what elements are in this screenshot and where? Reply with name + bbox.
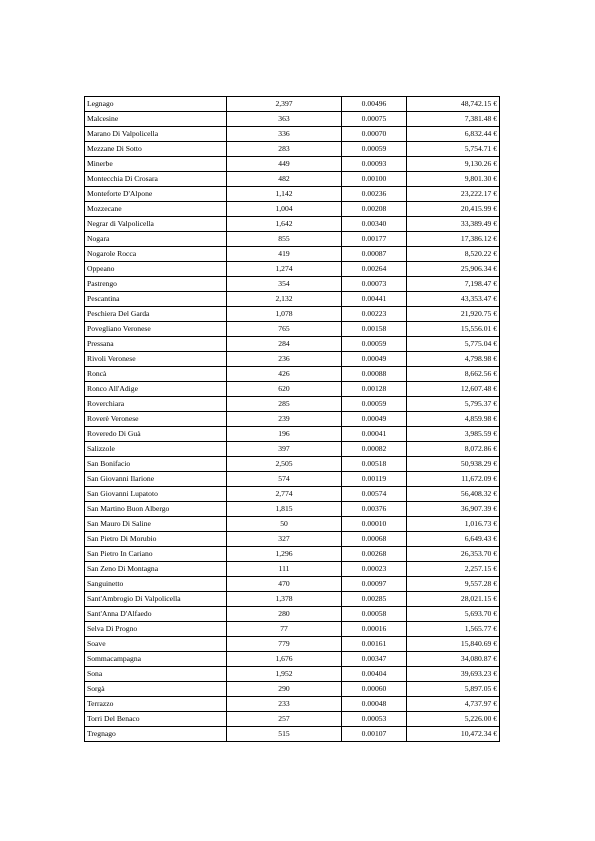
cell-importo: 48,742.15 €	[407, 97, 500, 112]
table-row	[85, 607, 500, 622]
table-row	[85, 202, 500, 217]
cell-comune: San Pietro In Cariano	[85, 547, 227, 562]
cell-comune: Peschiera Del Garda	[85, 307, 227, 322]
cell-comune: San Giovanni Ilarione	[85, 472, 227, 487]
cell-comune: Pescantina	[85, 292, 227, 307]
cell-coefficiente: 0.00016	[342, 622, 407, 637]
cell-popolazione: 280	[227, 607, 342, 622]
table-row	[85, 487, 500, 502]
cell-comune: Terrazzo	[85, 697, 227, 712]
table-row	[85, 172, 500, 187]
cell-coefficiente: 0.00340	[342, 217, 407, 232]
cell-popolazione: 111	[227, 562, 342, 577]
cell-importo: 5,775.04 €	[407, 337, 500, 352]
cell-coefficiente: 0.00059	[342, 337, 407, 352]
cell-importo: 5,226.00 €	[407, 712, 500, 727]
cell-importo: 2,257.15 €	[407, 562, 500, 577]
cell-coefficiente: 0.00236	[342, 187, 407, 202]
cell-coefficiente: 0.00107	[342, 727, 407, 742]
cell-importo: 5,795.37 €	[407, 397, 500, 412]
cell-importo: 4,859.98 €	[407, 412, 500, 427]
cell-popolazione: 2,132	[227, 292, 342, 307]
table-row	[85, 442, 500, 457]
cell-comune: Nogara	[85, 232, 227, 247]
cell-comune: San Giovanni Lupatoto	[85, 487, 227, 502]
cell-comune: Malcesine	[85, 112, 227, 127]
cell-coefficiente: 0.00223	[342, 307, 407, 322]
cell-comune: Mezzane Di Sotto	[85, 142, 227, 157]
table-row	[85, 562, 500, 577]
cell-popolazione: 196	[227, 427, 342, 442]
cell-comune: Pastrengo	[85, 277, 227, 292]
cell-popolazione: 1,815	[227, 502, 342, 517]
cell-popolazione: 2,505	[227, 457, 342, 472]
cell-coefficiente: 0.00161	[342, 637, 407, 652]
cell-coefficiente: 0.00073	[342, 277, 407, 292]
cell-importo: 4,798.98 €	[407, 352, 500, 367]
cell-popolazione: 336	[227, 127, 342, 142]
cell-comune: Negrar di Valpolicella	[85, 217, 227, 232]
cell-importo: 36,907.39 €	[407, 502, 500, 517]
cell-popolazione: 233	[227, 697, 342, 712]
cell-comune: Rivoli Veronese	[85, 352, 227, 367]
cell-importo: 7,198.47 €	[407, 277, 500, 292]
table-row	[85, 112, 500, 127]
cell-comune: Pressana	[85, 337, 227, 352]
cell-coefficiente: 0.00010	[342, 517, 407, 532]
table-row	[85, 247, 500, 262]
cell-importo: 5,897.05 €	[407, 682, 500, 697]
cell-importo: 6,649.43 €	[407, 532, 500, 547]
cell-importo: 9,130.26 €	[407, 157, 500, 172]
cell-importo: 26,353.70 €	[407, 547, 500, 562]
cell-comune: Sommacampagna	[85, 652, 227, 667]
table-row	[85, 532, 500, 547]
cell-comune: Sant'Anna D'Alfaedo	[85, 607, 227, 622]
cell-coefficiente: 0.00158	[342, 322, 407, 337]
table-row	[85, 277, 500, 292]
cell-coefficiente: 0.00088	[342, 367, 407, 382]
cell-coefficiente: 0.00060	[342, 682, 407, 697]
cell-comune: Mozzecane	[85, 202, 227, 217]
cell-popolazione: 620	[227, 382, 342, 397]
cell-popolazione: 285	[227, 397, 342, 412]
cell-coefficiente: 0.00058	[342, 607, 407, 622]
table-row	[85, 142, 500, 157]
table-row	[85, 712, 500, 727]
cell-popolazione: 515	[227, 727, 342, 742]
cell-importo: 23,222.17 €	[407, 187, 500, 202]
cell-importo: 5,754.71 €	[407, 142, 500, 157]
table-row	[85, 397, 500, 412]
cell-comune: Oppeano	[85, 262, 227, 277]
cell-coefficiente: 0.00264	[342, 262, 407, 277]
cell-importo: 20,415.99 €	[407, 202, 500, 217]
cell-popolazione: 449	[227, 157, 342, 172]
table-row	[85, 622, 500, 637]
cell-coefficiente: 0.00075	[342, 112, 407, 127]
table-row	[85, 382, 500, 397]
cell-importo: 12,607.48 €	[407, 382, 500, 397]
cell-popolazione: 284	[227, 337, 342, 352]
cell-comune: Ronco All'Adige	[85, 382, 227, 397]
cell-importo: 50,938.29 €	[407, 457, 500, 472]
cell-coefficiente: 0.00100	[342, 172, 407, 187]
cell-importo: 10,472.34 €	[407, 727, 500, 742]
cell-importo: 8,072.86 €	[407, 442, 500, 457]
cell-popolazione: 1,078	[227, 307, 342, 322]
cell-comune: Roncà	[85, 367, 227, 382]
table-row	[85, 667, 500, 682]
cell-importo: 33,389.49 €	[407, 217, 500, 232]
table-row	[85, 592, 500, 607]
cell-comune: Roverè Veronese	[85, 412, 227, 427]
cell-coefficiente: 0.00347	[342, 652, 407, 667]
cell-comune: Legnago	[85, 97, 227, 112]
table-row	[85, 232, 500, 247]
cell-popolazione: 2,774	[227, 487, 342, 502]
cell-popolazione: 1,952	[227, 667, 342, 682]
table-row	[85, 292, 500, 307]
table-row	[85, 97, 500, 112]
cell-importo: 7,381.48 €	[407, 112, 500, 127]
cell-popolazione: 354	[227, 277, 342, 292]
cell-comune: Roverchiara	[85, 397, 227, 412]
cell-comune: Selva Di Progno	[85, 622, 227, 637]
cell-comune: Sant'Ambrogio Di Valpolicella	[85, 592, 227, 607]
cell-popolazione: 426	[227, 367, 342, 382]
table-row	[85, 322, 500, 337]
cell-popolazione: 239	[227, 412, 342, 427]
table-row	[85, 127, 500, 142]
table-row	[85, 637, 500, 652]
table-row	[85, 472, 500, 487]
table-row	[85, 682, 500, 697]
cell-comune: San Mauro Di Saline	[85, 517, 227, 532]
cell-coefficiente: 0.00128	[342, 382, 407, 397]
cell-importo: 56,408.32 €	[407, 487, 500, 502]
allocation-table-container	[84, 96, 500, 742]
cell-comune: Povegliano Veronese	[85, 322, 227, 337]
cell-comune: Sona	[85, 667, 227, 682]
cell-importo: 15,840.69 €	[407, 637, 500, 652]
table-row	[85, 307, 500, 322]
cell-coefficiente: 0.00059	[342, 142, 407, 157]
cell-popolazione: 50	[227, 517, 342, 532]
cell-popolazione: 1,378	[227, 592, 342, 607]
cell-popolazione: 482	[227, 172, 342, 187]
cell-comune: Salizzole	[85, 442, 227, 457]
cell-coefficiente: 0.00048	[342, 697, 407, 712]
cell-importo: 28,021.15 €	[407, 592, 500, 607]
cell-popolazione: 1,642	[227, 217, 342, 232]
table-row	[85, 502, 500, 517]
cell-importo: 43,353.47 €	[407, 292, 500, 307]
cell-coefficiente: 0.00119	[342, 472, 407, 487]
table-row	[85, 367, 500, 382]
cell-importo: 1,565.77 €	[407, 622, 500, 637]
cell-coefficiente: 0.00082	[342, 442, 407, 457]
cell-comune: Sanguinetto	[85, 577, 227, 592]
cell-importo: 1,016.73 €	[407, 517, 500, 532]
cell-comune: Soave	[85, 637, 227, 652]
cell-importo: 25,906.34 €	[407, 262, 500, 277]
table-row	[85, 187, 500, 202]
cell-coefficiente: 0.00049	[342, 412, 407, 427]
cell-popolazione: 290	[227, 682, 342, 697]
table-row	[85, 577, 500, 592]
cell-popolazione: 327	[227, 532, 342, 547]
table-row	[85, 457, 500, 472]
cell-coefficiente: 0.00093	[342, 157, 407, 172]
cell-comune: San Pietro Di Morubio	[85, 532, 227, 547]
cell-comune: Nogarole Rocca	[85, 247, 227, 262]
allocation-table	[84, 96, 500, 742]
cell-popolazione: 257	[227, 712, 342, 727]
cell-coefficiente: 0.00059	[342, 397, 407, 412]
cell-popolazione: 1,296	[227, 547, 342, 562]
cell-popolazione: 283	[227, 142, 342, 157]
cell-comune: Monteforte D'Alpone	[85, 187, 227, 202]
table-row	[85, 697, 500, 712]
cell-coefficiente: 0.00177	[342, 232, 407, 247]
cell-coefficiente: 0.00068	[342, 532, 407, 547]
cell-coefficiente: 0.00441	[342, 292, 407, 307]
table-row	[85, 352, 500, 367]
cell-importo: 4,737.97 €	[407, 697, 500, 712]
cell-coefficiente: 0.00087	[342, 247, 407, 262]
cell-importo: 39,693.23 €	[407, 667, 500, 682]
table-row	[85, 652, 500, 667]
cell-popolazione: 470	[227, 577, 342, 592]
table-row	[85, 547, 500, 562]
cell-importo: 6,832.44 €	[407, 127, 500, 142]
table-row	[85, 262, 500, 277]
cell-coefficiente: 0.00404	[342, 667, 407, 682]
cell-comune: Sorgà	[85, 682, 227, 697]
cell-comune: San Martino Buon Albergo	[85, 502, 227, 517]
cell-coefficiente: 0.00208	[342, 202, 407, 217]
cell-importo: 8,520.22 €	[407, 247, 500, 262]
table-row	[85, 517, 500, 532]
cell-coefficiente: 0.00496	[342, 97, 407, 112]
cell-popolazione: 2,397	[227, 97, 342, 112]
cell-comune: Montecchia Di Crosara	[85, 172, 227, 187]
cell-importo: 34,080.87 €	[407, 652, 500, 667]
cell-comune: Minerbe	[85, 157, 227, 172]
cell-popolazione: 77	[227, 622, 342, 637]
cell-comune: San Bonifacio	[85, 457, 227, 472]
cell-coefficiente: 0.00070	[342, 127, 407, 142]
cell-importo: 15,556.01 €	[407, 322, 500, 337]
cell-coefficiente: 0.00518	[342, 457, 407, 472]
cell-coefficiente: 0.00023	[342, 562, 407, 577]
cell-comune: Torri Del Benaco	[85, 712, 227, 727]
cell-coefficiente: 0.00268	[342, 547, 407, 562]
cell-importo: 11,672.09 €	[407, 472, 500, 487]
cell-popolazione: 1,274	[227, 262, 342, 277]
table-row	[85, 727, 500, 742]
cell-popolazione: 765	[227, 322, 342, 337]
cell-popolazione: 574	[227, 472, 342, 487]
table-row	[85, 337, 500, 352]
cell-importo: 17,386.12 €	[407, 232, 500, 247]
cell-importo: 9,557.28 €	[407, 577, 500, 592]
table-row	[85, 412, 500, 427]
table-body	[85, 97, 500, 742]
cell-popolazione: 1,142	[227, 187, 342, 202]
cell-coefficiente: 0.00574	[342, 487, 407, 502]
cell-coefficiente: 0.00097	[342, 577, 407, 592]
cell-comune: Marano Di Valpolicella	[85, 127, 227, 142]
cell-importo: 3,985.59 €	[407, 427, 500, 442]
table-row	[85, 217, 500, 232]
cell-comune: Roveredo Di Guà	[85, 427, 227, 442]
cell-coefficiente: 0.00285	[342, 592, 407, 607]
table-row	[85, 157, 500, 172]
cell-importo: 9,801.30 €	[407, 172, 500, 187]
cell-popolazione: 397	[227, 442, 342, 457]
cell-popolazione: 363	[227, 112, 342, 127]
cell-popolazione: 419	[227, 247, 342, 262]
cell-coefficiente: 0.00053	[342, 712, 407, 727]
cell-popolazione: 779	[227, 637, 342, 652]
cell-coefficiente: 0.00041	[342, 427, 407, 442]
cell-importo: 21,920.75 €	[407, 307, 500, 322]
cell-popolazione: 236	[227, 352, 342, 367]
cell-popolazione: 855	[227, 232, 342, 247]
cell-importo: 5,693.70 €	[407, 607, 500, 622]
table-row	[85, 427, 500, 442]
cell-popolazione: 1,004	[227, 202, 342, 217]
cell-importo: 8,662.56 €	[407, 367, 500, 382]
cell-comune: Tregnago	[85, 727, 227, 742]
cell-coefficiente: 0.00376	[342, 502, 407, 517]
cell-comune: San Zeno Di Montagna	[85, 562, 227, 577]
cell-popolazione: 1,676	[227, 652, 342, 667]
cell-coefficiente: 0.00049	[342, 352, 407, 367]
